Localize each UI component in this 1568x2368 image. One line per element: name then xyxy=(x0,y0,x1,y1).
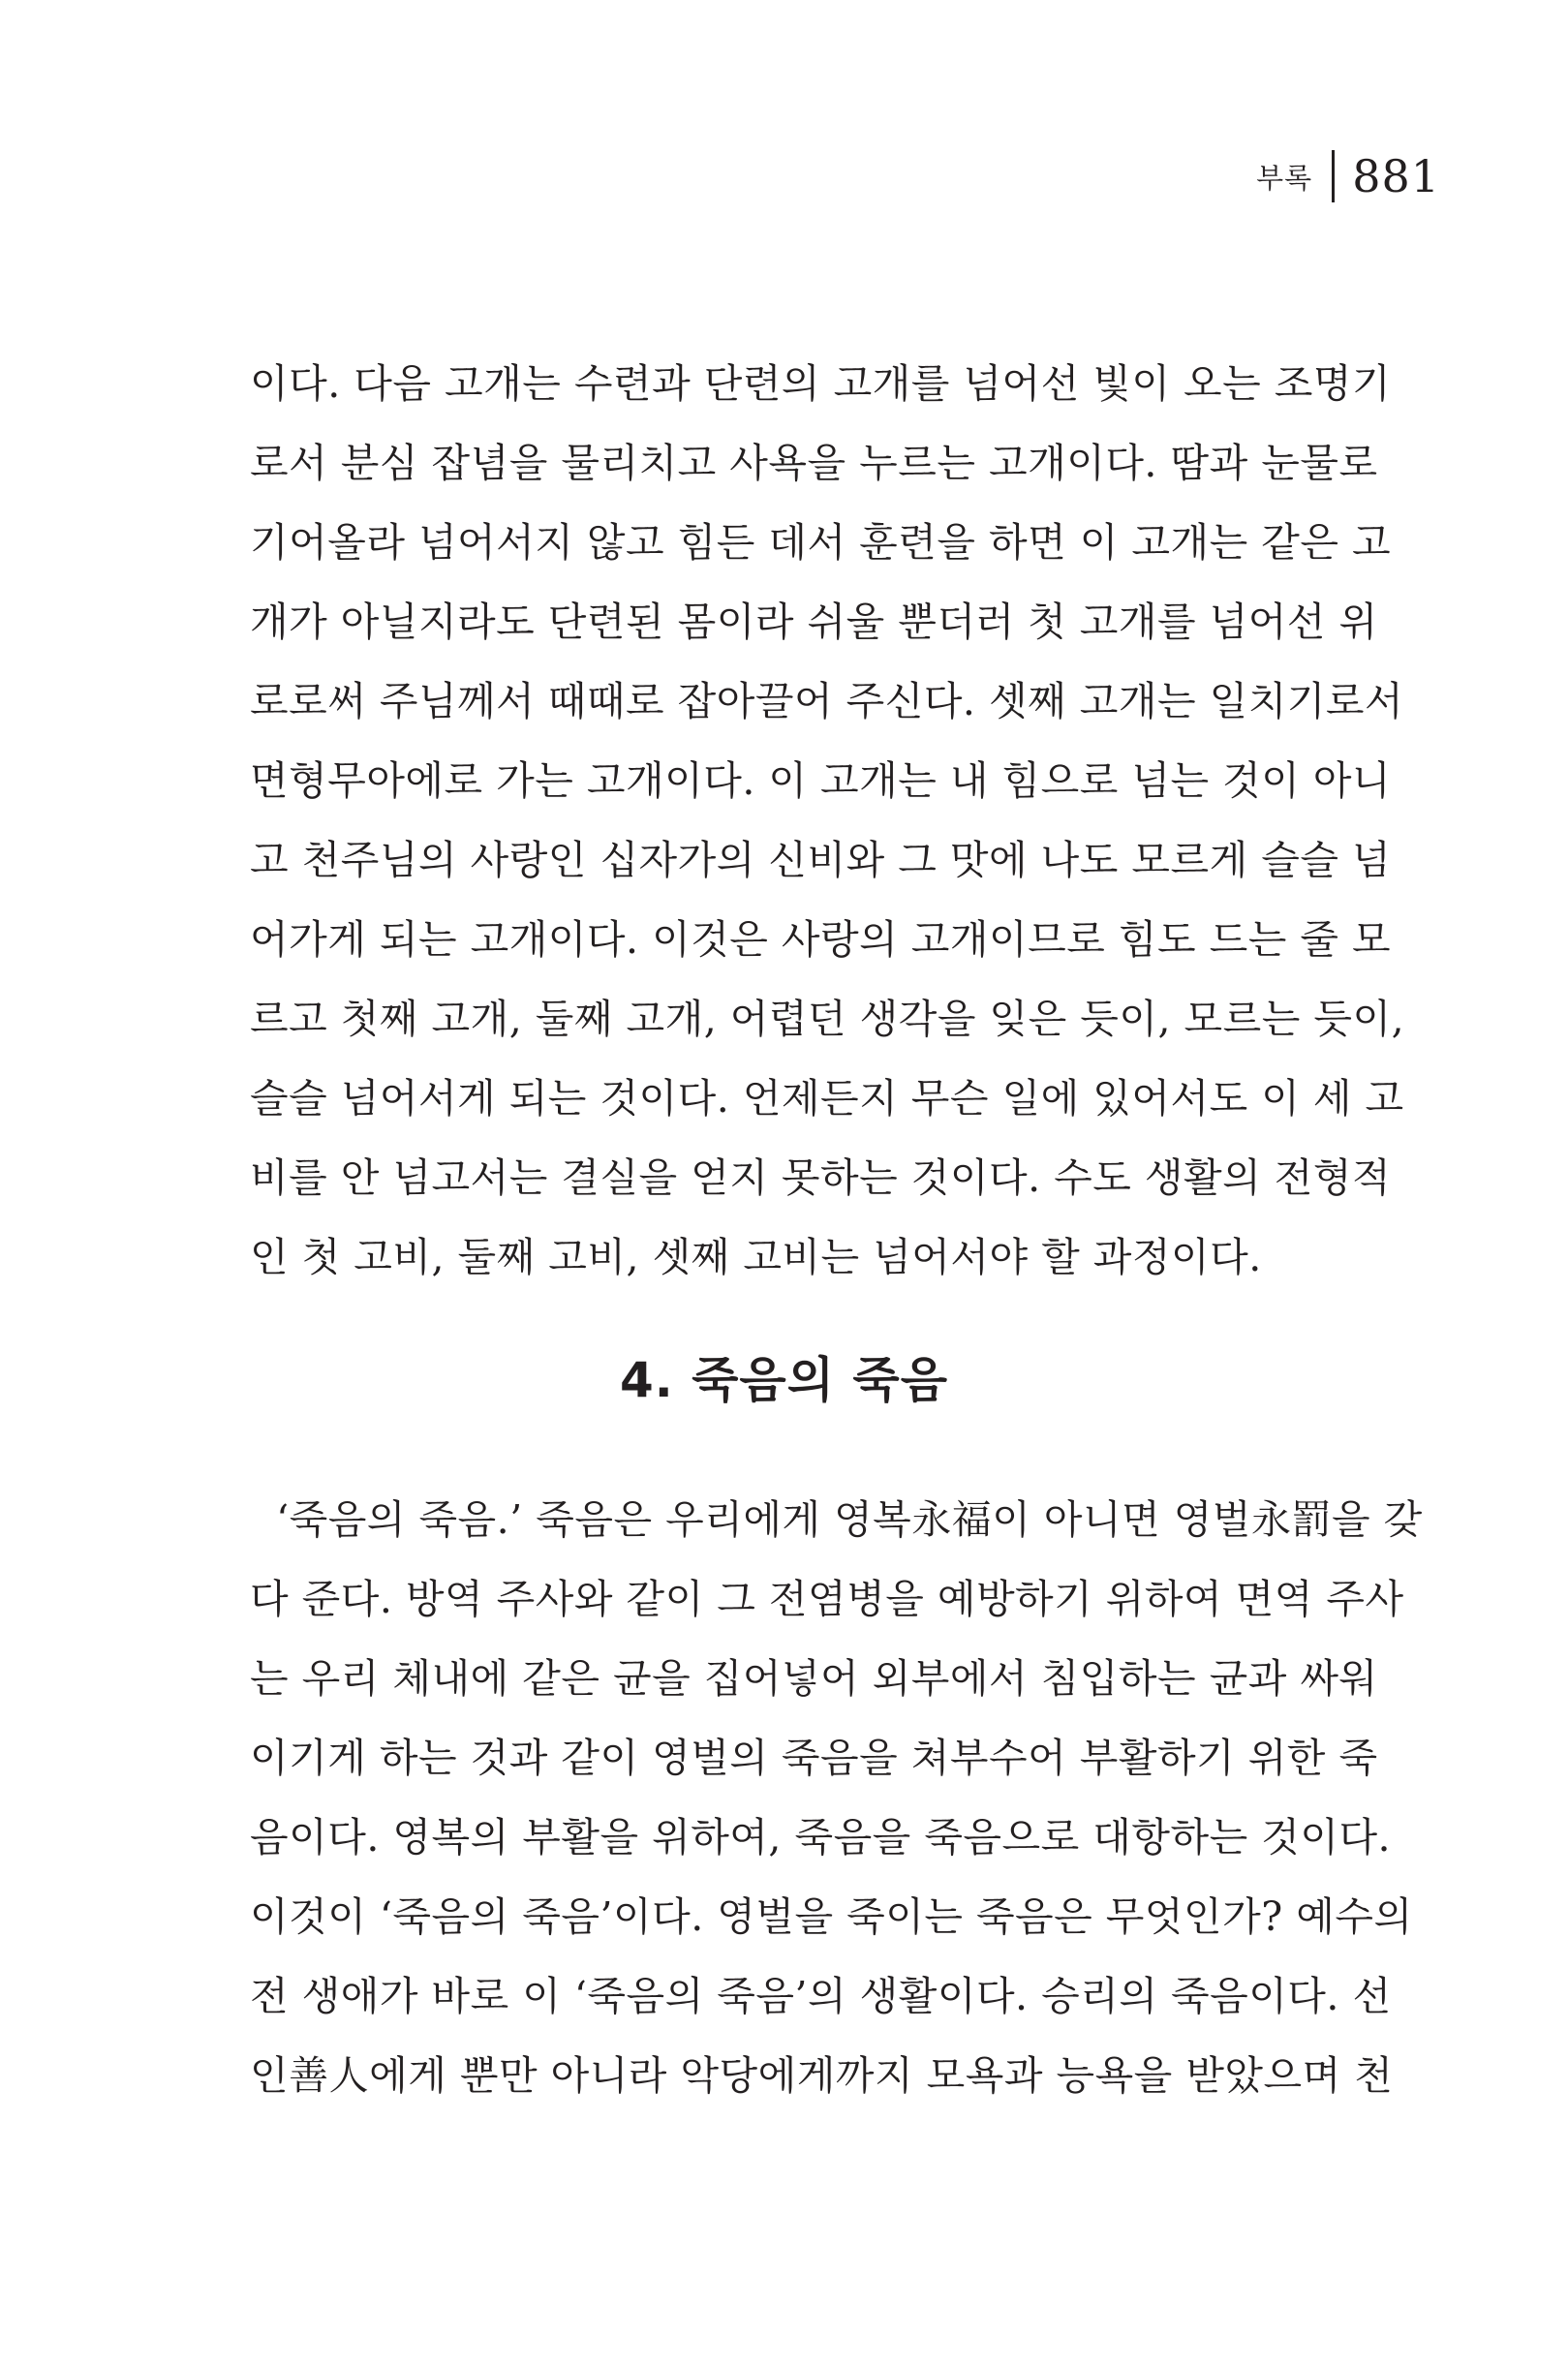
text-line: 전 생애가 바로 이 ‘죽음의 죽음’의 생활이다. 승리의 죽음이다. 선 xyxy=(250,1973,1392,2019)
text-line: 이것이 ‘죽음의 죽음’이다. 영벌을 죽이는 죽음은 무엇인가? 예수의 xyxy=(250,1893,1413,1940)
header-divider xyxy=(1332,150,1335,202)
text-line: 이다. 다음 고개는 수련과 단련의 고개를 넘어선 빛이 오는 조명기 xyxy=(250,360,1392,407)
text-line: ‘죽음의 죽음.’ 죽음은 우리에게 영복永福이 아니면 영벌永罰을 갖 xyxy=(250,1496,1423,1543)
text-line: 이기게 하는 것과 같이 영벌의 죽음을 쳐부수어 부활하기 위한 죽 xyxy=(250,1735,1378,1781)
text-line: 어가게 되는 고개이다. 이것은 사랑의 고개이므로 힘도 드는 줄 모 xyxy=(250,916,1392,963)
paragraph-continuation xyxy=(250,344,1405,1297)
text-line: 음이다. 영복의 부활을 위하여, 죽음을 죽음으로 대항하는 것이다. xyxy=(250,1814,1392,1861)
paragraph-section-4 xyxy=(250,1480,1423,2115)
text-line: 인 첫 고비, 둘째 고비, 셋째 고비는 넘어서야 할 과정이다. xyxy=(250,1234,1262,1280)
text-line: 는 우리 체내에 같은 균을 집어넣어 외부에서 침입하는 균과 싸워 xyxy=(250,1655,1378,1702)
text-line: 로서 분심 잡념을 물리치고 사욕을 누르는 고개이다. 땀과 눈물로 xyxy=(250,440,1378,486)
section-heading: 4. 죽음의 죽음 xyxy=(619,1352,949,1408)
text-line: 슬슬 넘어서게 되는 것이다. 언제든지 무슨 일에 있어서도 이 세 고 xyxy=(250,1075,1404,1122)
text-line: 다 준다. 방역 주사와 같이 그 전염병을 예방하기 위하여 면역 주사 xyxy=(250,1576,1404,1622)
page-number: 881 xyxy=(1352,150,1440,202)
running-header xyxy=(1256,145,1440,207)
text-line: 로로써 주님께서 때때로 잡아끌어 주신다. 셋째 고개는 일치기로서 xyxy=(250,678,1404,724)
text-line: 개가 아닐지라도 단련된 몸이라 쉬울 뿐더러 첫 고개를 넘어선 위 xyxy=(250,599,1378,645)
text-line: 면형무아에로 가는 고개이다. 이 고개는 내 힘으로 넘는 것이 아니 xyxy=(250,757,1392,804)
text-line: 기어올라 넘어서지 않고 힘든 데서 훈련을 하면 이 고개는 같은 고 xyxy=(250,519,1392,566)
text-line: 비를 안 넘고서는 결실을 얻지 못하는 것이다. 수도 생활의 전형적 xyxy=(250,1154,1392,1201)
text-line: 인善人에게 뿐만 아니라 악당에게까지 모욕과 능욕을 받았으며 천 xyxy=(250,2052,1394,2099)
text-line: 르고 첫째 고개, 둘째 고개, 어렵던 생각을 잊은 듯이, 모르는 듯이, xyxy=(250,996,1405,1042)
section-label: 부록 xyxy=(1256,161,1313,195)
text-line: 고 천주님의 사랑인 십자가의 신비와 그 맛에 나도 모르게 슬슬 넘 xyxy=(250,837,1392,883)
